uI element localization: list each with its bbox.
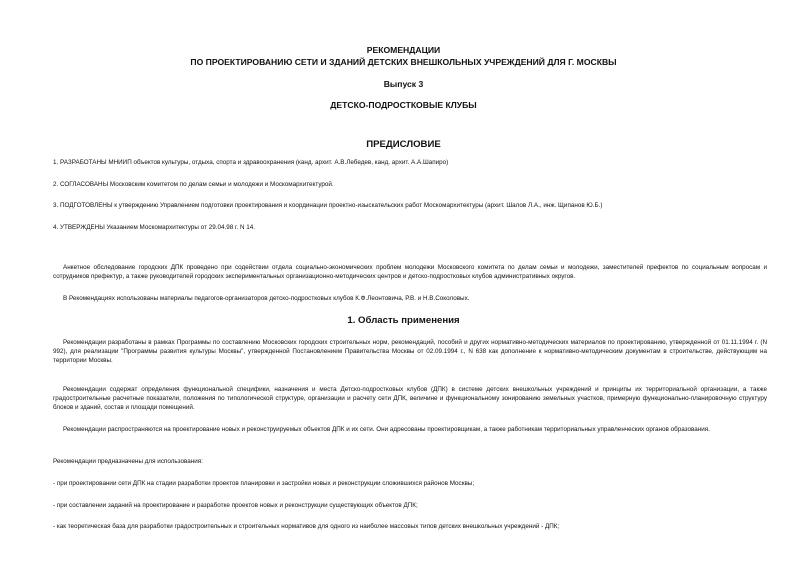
preface-item-3: 3. ПОДГОТОВЛЕНЫ к утверждению Управлением подготовки проектирования и координации проектно-изыскательских работ Москомархитектуры (архит. Шалов Л.А., инж. Щипанов Ю.Б.) [53, 202, 603, 209]
document-title: РЕКОМЕНДАЦИИ [366, 45, 441, 55]
section-paragraph-1: Рекомендации разработаны в рамках Программы по составлению Московских городских строительных норм, рекомендаций, пособий и других нормативно-методических материалов по проектированию, утвержденной от 01.11.1994 г. (N 992), для реализации "Программы развития культуры Москвы", утвержденной Постановлением Правительства Москвы от 02.09.1994 г., N 638 как дополнение к нормативно-методическим документам в строительстве, действующим на территории Москвы. [53, 339, 767, 364]
preface-item-2: 2. СОГЛАСОВАНЫ Московским комитетом по делам семьи и молодежи и Москомархитектурой. [53, 181, 334, 188]
preface-item-4: 4. УТВЕРЖДЕНЫ Указанием Москомархитектуры от 29.04.98 г. N 14. [53, 224, 256, 231]
document-title-line2: ПО ПРОЕКТИРОВАНИЮ СЕТИ И ЗДАНИЙ ДЕТСКИХ ВНЕШКОЛЬНЫХ УЧРЕЖДЕНИЙ ДЛЯ Г. МОСКВЫ [190, 57, 617, 67]
preface-paragraph-1: Анкетное обследование городских ДПК проведено при содействии отдела социально-экономических проблем молодежи Московского комитета по делам семьи и молодежи, заместителей префектов по социальным вопросам и сотрудников префектур, а также руководителей городских экспериментальных организационно-методических центров и детско-подростковых клубов административных округов. [53, 264, 767, 280]
section-heading: 1. Область применения [347, 315, 460, 326]
issue-number: Выпуск 3 [383, 79, 424, 89]
preface-heading: ПРЕДИСЛОВИЕ [366, 139, 441, 150]
uses-item-3: - как теоретическая база для разработки градостроительных и строительных нормативов для одного из наиболее массовых типов детских внешкольных учреждений - ДПК; [53, 523, 560, 530]
section-paragraph-3: Рекомендации распространяются на проектирование новых и реконструируемых объектов ДПК и их сети. Они адресованы проектировщикам, а также работникам территориальных управленческих органов образования. [63, 426, 710, 433]
section-paragraph-2: Рекомендации содержат определения функциональной специфики, назначения и места Детско-подростковых клубов (ДПК) в системе детских внешкольных учреждений и принципы их территориальной организации, а также градостроительные расчетные показатели, положения по типологической структуре, организации и расчету сети ДПК, величине и функциональному зонированию земельных участков, примерную функционально-планировочную структуру блоков и зданий, состав и площади помещений. [53, 386, 767, 411]
preface-item-1: 1. РАЗРАБОТАНЫ МНИИП объектов культуры, отдыха, спорта и здравоохранения (канд. архит. А.В.Лебедев, канд. архит. А.А.Шапиро) [53, 159, 449, 166]
uses-item-2: - при составлении заданий на проектирование и разработке проектов новых и реконструкции существующих объектов ДПК; [53, 502, 418, 509]
uses-intro: Рекомендации предназначены для использования: [53, 458, 203, 465]
preface-paragraph-2: В Рекомендациях использованы материалы педагогов-организаторов детско-подростковых клубов К.Ф.Леонтовича, Р.В. и Н.В.Соколовых. [63, 295, 470, 302]
uses-item-1: - при проектировании сети ДПК на стадии разработки проектов планировки и застройки новых и реконструкции сложившихся районов Москвы; [53, 480, 475, 487]
document-subtitle: ДЕТСКО-ПОДРОСТКОВЫЕ КЛУБЫ [330, 100, 477, 110]
